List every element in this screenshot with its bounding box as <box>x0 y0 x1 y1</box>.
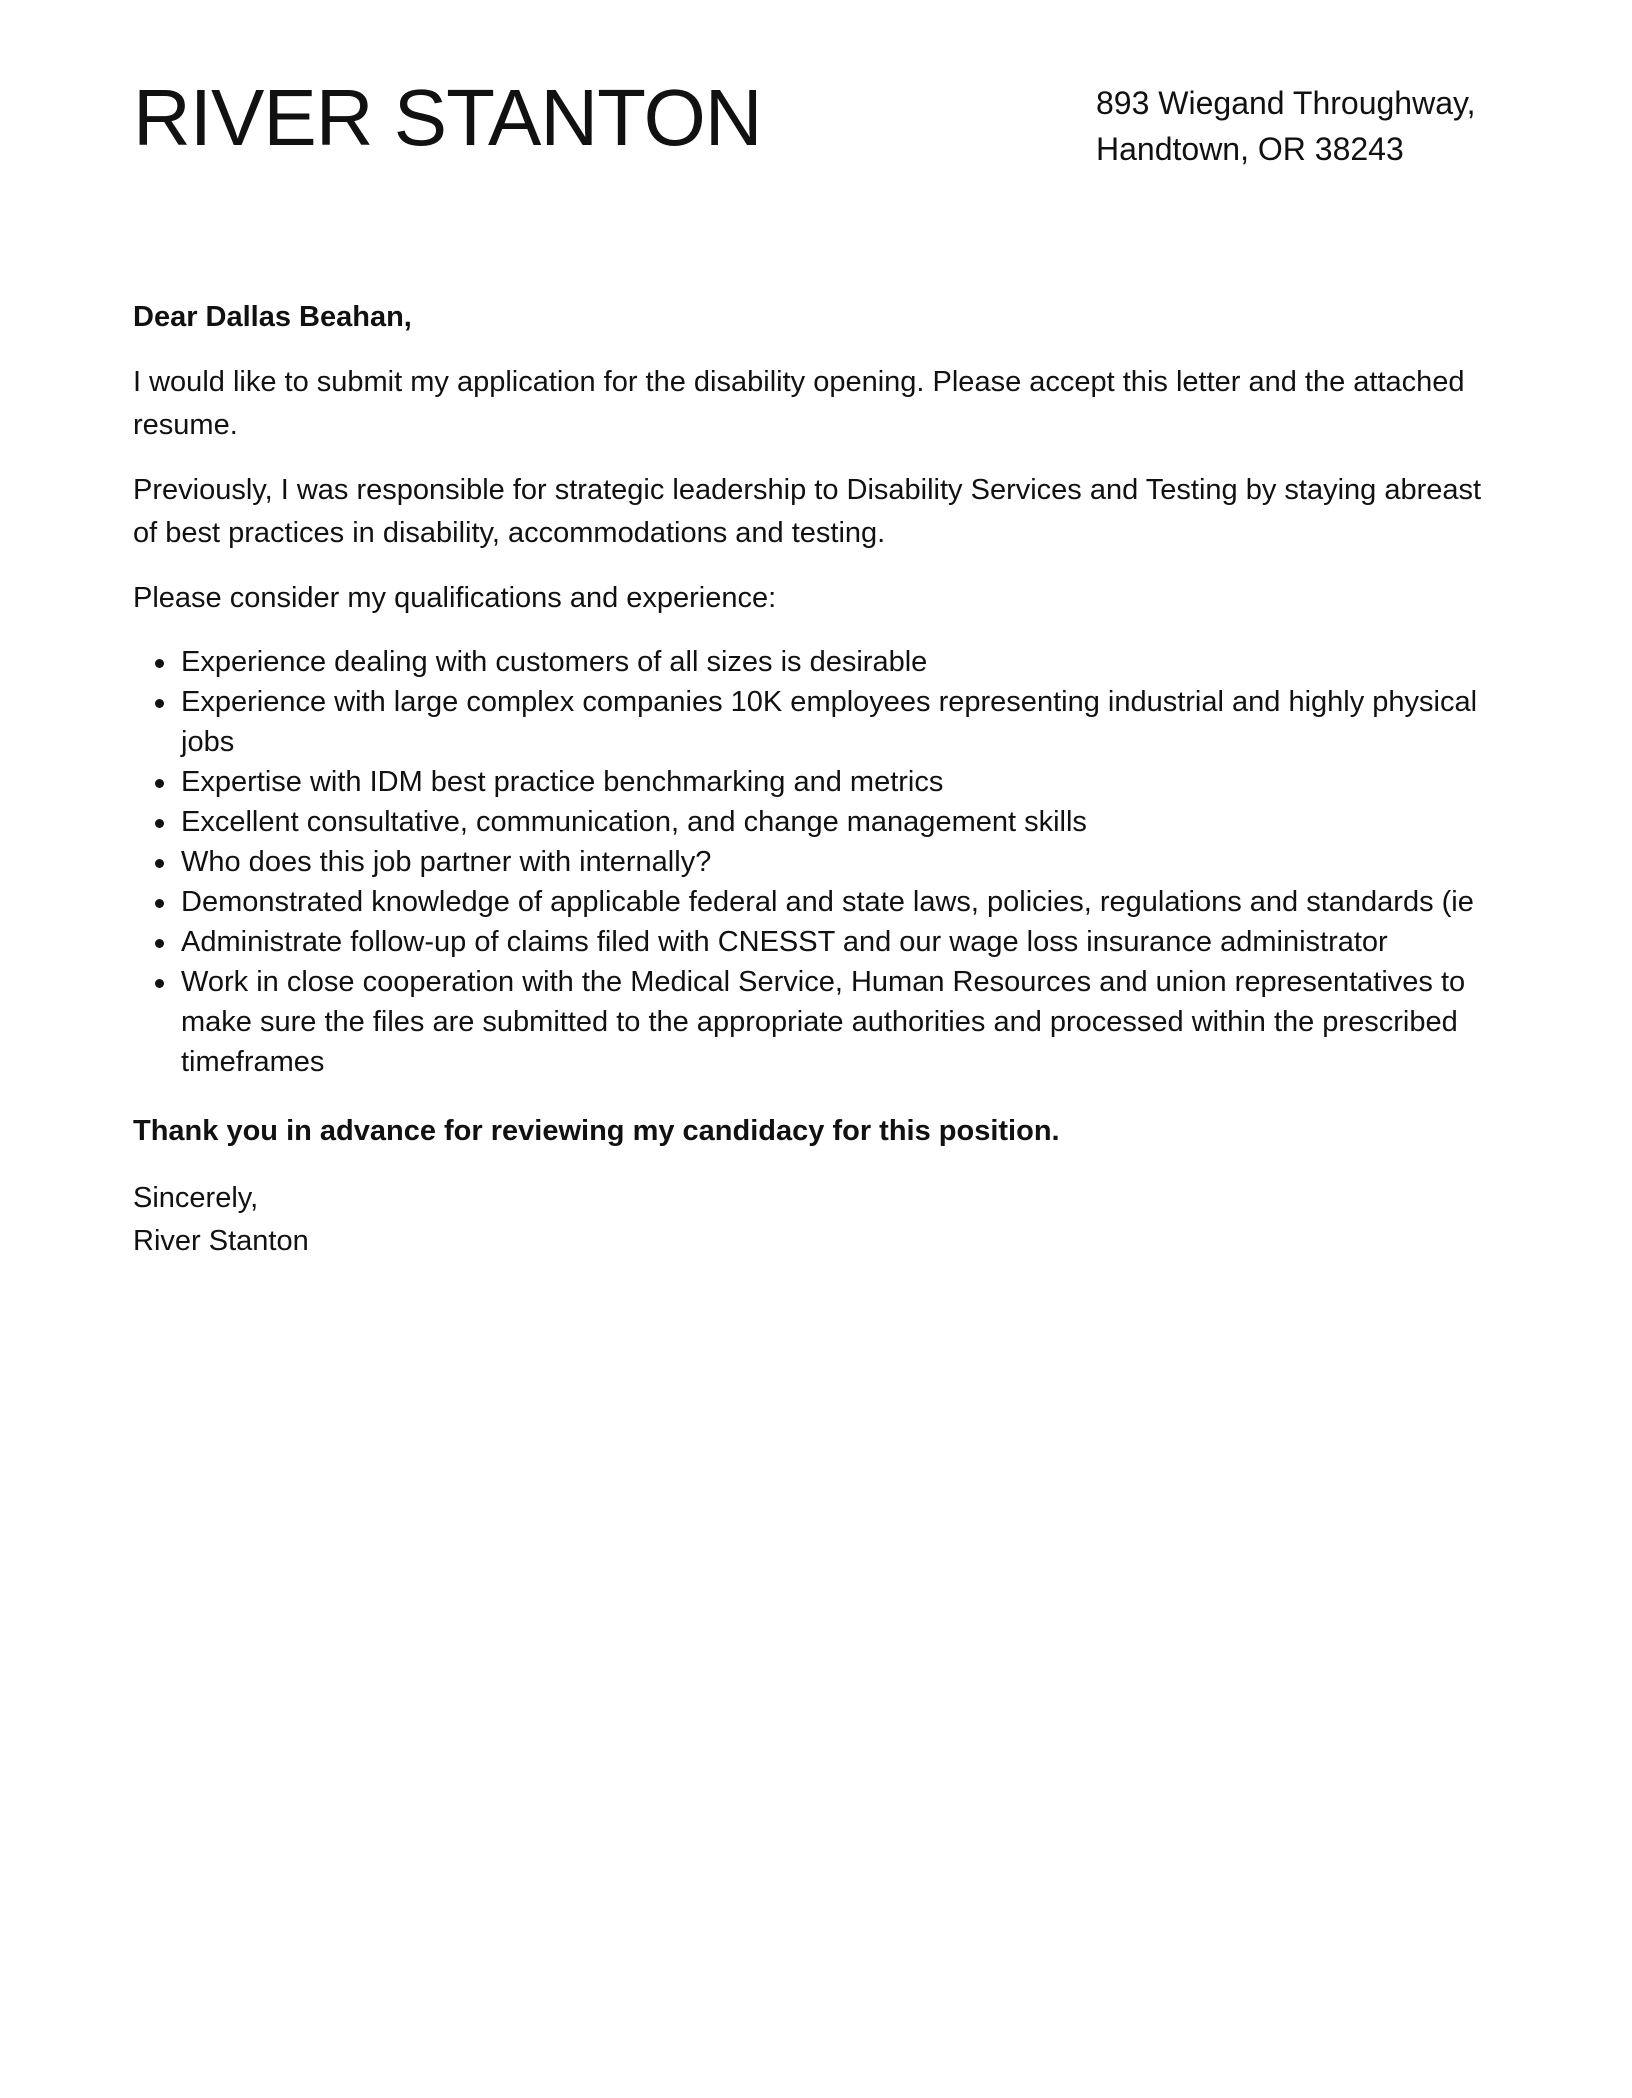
list-item: Expertise with IDM best practice benchmarking and metrics <box>133 762 1499 802</box>
list-item: Demonstrated knowledge of applicable federal and state laws, policies, regulations and standards (ie <box>133 882 1499 922</box>
applicant-name: RIVER STANTON <box>133 73 762 162</box>
letter-header <box>133 72 1499 182</box>
list-item: Experience with large complex companies 10K employees representing industrial and highly physical jobs <box>133 682 1499 762</box>
signature-name: River Stanton <box>133 1225 309 1257</box>
list-item: Experience dealing with customers of all sizes is desirable <box>133 642 1499 682</box>
closing-statement: Thank you in advance for reviewing my candidacy for this position. <box>133 1115 1060 1147</box>
qualifications-list <box>133 642 1499 1082</box>
qualifications-lead: Please consider my qualifications and experience: <box>133 582 777 614</box>
list-item: Administrate follow-up of claims filed with CNESST and our wage loss insurance administrator <box>133 922 1499 962</box>
list-item: Who does this job partner with internally? <box>133 842 1499 882</box>
signoff: Sincerely, <box>133 1182 259 1214</box>
letter-body <box>133 296 1499 1263</box>
address-line-2: Handtown, OR 38243 <box>1096 131 1404 167</box>
list-item: Work in close cooperation with the Medical Service, Human Resources and union representatives to make sure the files are submitted to the appropriate authorities and processed within the prescribed timeframes <box>133 962 1499 1082</box>
address-line-1: 893 Wiegand Throughway, <box>1096 85 1476 121</box>
background-paragraph: Previously, I was responsible for strategic leadership to Disability Services and Testing by staying abreast of best practices in disability, accommodations and testing. <box>133 474 1482 549</box>
applicant-address <box>1096 80 1476 172</box>
salutation: Dear Dallas Beahan, <box>133 301 412 333</box>
list-item: Excellent consultative, communication, and change management skills <box>133 802 1499 842</box>
signoff-block <box>133 1177 1499 1263</box>
intro-paragraph: I would like to submit my application for the disability opening. Please accept this letter and the attached resume. <box>133 366 1465 441</box>
